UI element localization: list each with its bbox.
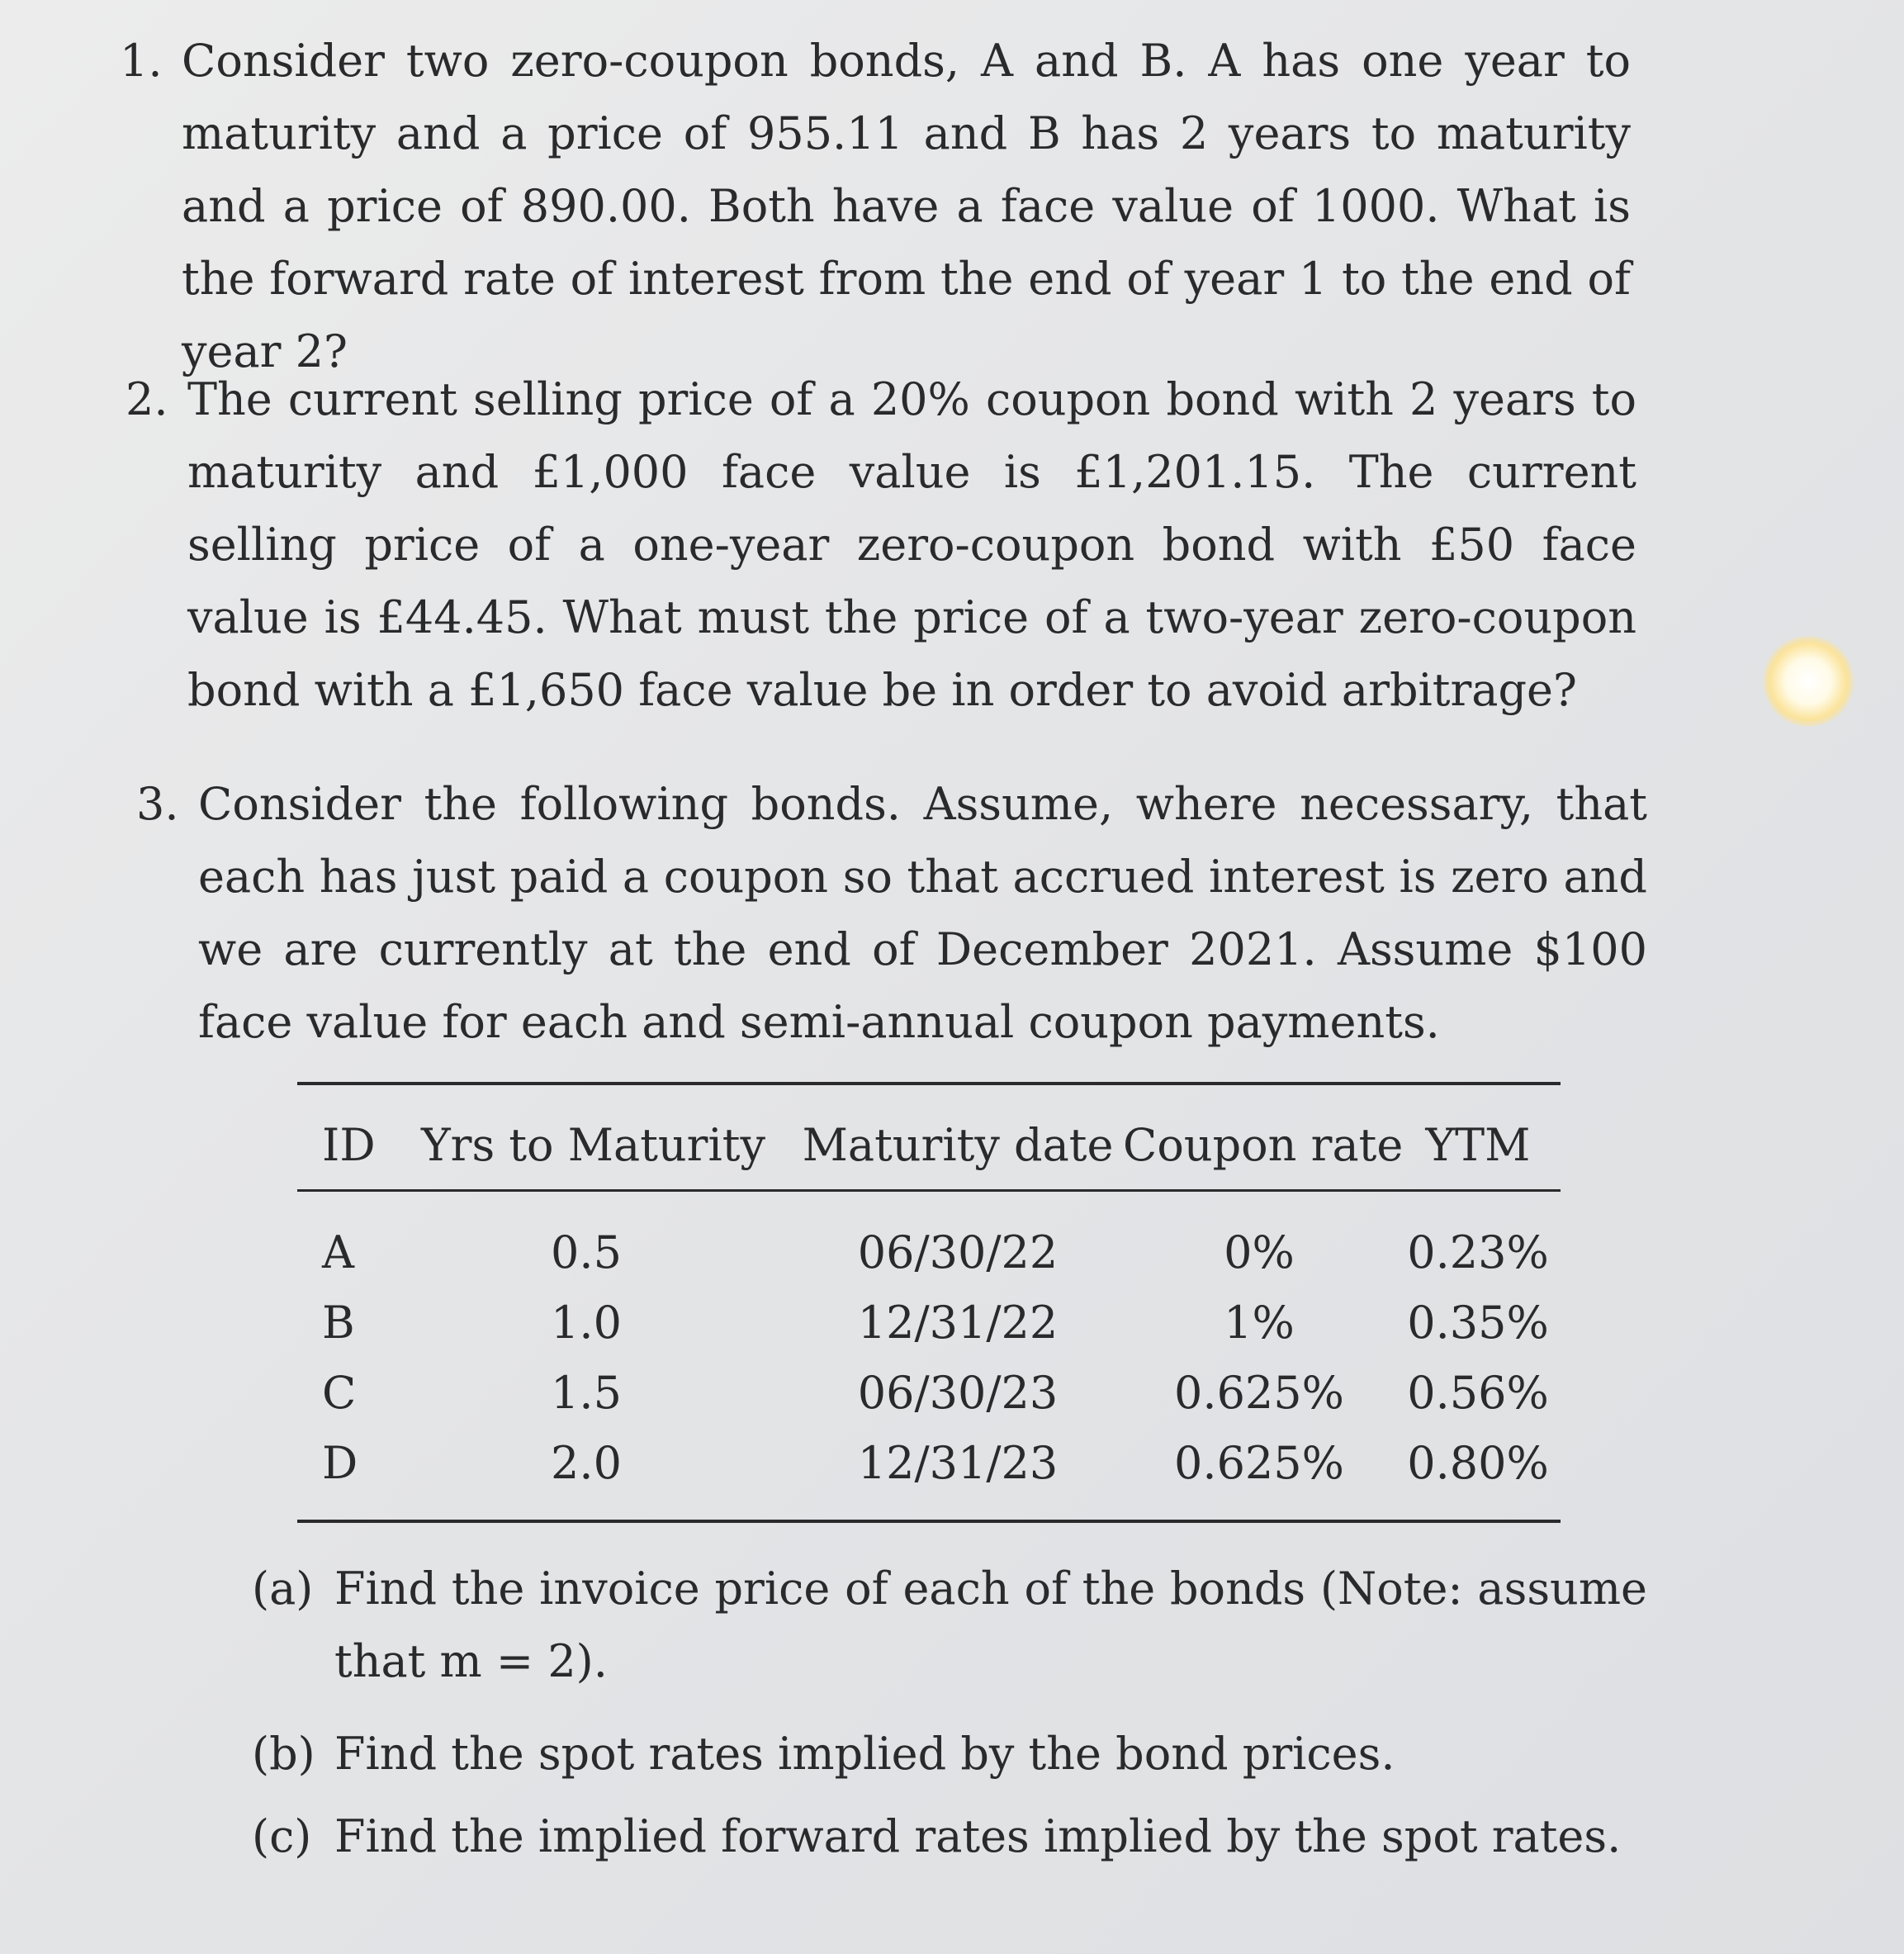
subquestion-text: Find the spot rates implied by the bond prices. bbox=[334, 1728, 1395, 1780]
cell-ytm: 0.80% bbox=[1407, 1437, 1549, 1489]
subquestion-label: (a) bbox=[252, 1563, 314, 1615]
question-number: 1. bbox=[120, 35, 163, 87]
cell-id: C bbox=[322, 1367, 357, 1419]
question-number: 2. bbox=[126, 373, 168, 425]
subquestion-text: Find the implied forward rates implied by the spot rates. bbox=[334, 1810, 1622, 1862]
header-id: ID bbox=[322, 1119, 376, 1171]
cell-yrs: 2.0 bbox=[551, 1437, 622, 1489]
question-text: Consider the following bonds. Assume, where necessary, that each has just paid a coupon so that accrued interest is zero and we are currently at the end of December 2021. Assume $100 face value for each and semi-annual coupon payments. bbox=[198, 778, 1647, 1048]
cell-ytm: 0.23% bbox=[1407, 1226, 1549, 1278]
subquestion-text: Find the invoice price of each of the bonds (Note: assume that m = 2). bbox=[334, 1563, 1647, 1687]
cell-maturity: 12/31/22 bbox=[857, 1297, 1059, 1349]
cell-coupon: 0.625% bbox=[1174, 1437, 1344, 1489]
cell-maturity: 06/30/22 bbox=[857, 1226, 1059, 1278]
subquestion-label: (b) bbox=[252, 1728, 315, 1780]
header-maturity-date: Maturity date bbox=[802, 1119, 1114, 1171]
question-text: The current selling price of a 20% coupon bond with 2 years to maturity and £1,000 face value is £1,201.15. The current selling price of a one-year zero-coupon bond with £50 face value is £44.45. What must the price of a two-year zero-coupon bond with a £1,650 face value be in order to avoid arbitrage? bbox=[187, 373, 1636, 716]
cell-id: D bbox=[322, 1437, 358, 1489]
cell-yrs: 1.0 bbox=[551, 1297, 622, 1349]
cell-maturity: 12/31/23 bbox=[857, 1437, 1059, 1489]
table-top-rule bbox=[297, 1082, 1561, 1085]
light-glare bbox=[1763, 636, 1854, 727]
cell-coupon: 0% bbox=[1224, 1226, 1295, 1278]
header-ytm: YTM bbox=[1425, 1119, 1531, 1171]
header-yrs-to-maturity: Yrs to Maturity bbox=[421, 1119, 765, 1171]
question-number: 3. bbox=[136, 778, 179, 830]
cell-yrs: 0.5 bbox=[551, 1226, 622, 1278]
question-text: Consider two zero-coupon bonds, A and B. A has one year to maturity and a price of 955.11 and B has 2 years to maturity and a price of 890.00. Both have a face value of 1000. What is the forward rate of interest from the end of year 1 to the end of year 2? bbox=[182, 35, 1631, 377]
cell-maturity: 06/30/23 bbox=[857, 1367, 1059, 1419]
cell-ytm: 0.56% bbox=[1407, 1367, 1549, 1419]
cell-id: B bbox=[322, 1297, 355, 1349]
header-coupon-rate: Coupon rate bbox=[1123, 1119, 1404, 1171]
cell-coupon: 0.625% bbox=[1174, 1367, 1344, 1419]
cell-coupon: 1% bbox=[1224, 1297, 1295, 1349]
cell-id: A bbox=[322, 1226, 354, 1278]
cell-ytm: 0.35% bbox=[1407, 1297, 1549, 1349]
table-bottom-rule bbox=[297, 1520, 1561, 1523]
subquestion-label: (c) bbox=[252, 1810, 312, 1862]
cell-yrs: 1.5 bbox=[551, 1367, 622, 1419]
table-header-rule bbox=[297, 1189, 1561, 1192]
